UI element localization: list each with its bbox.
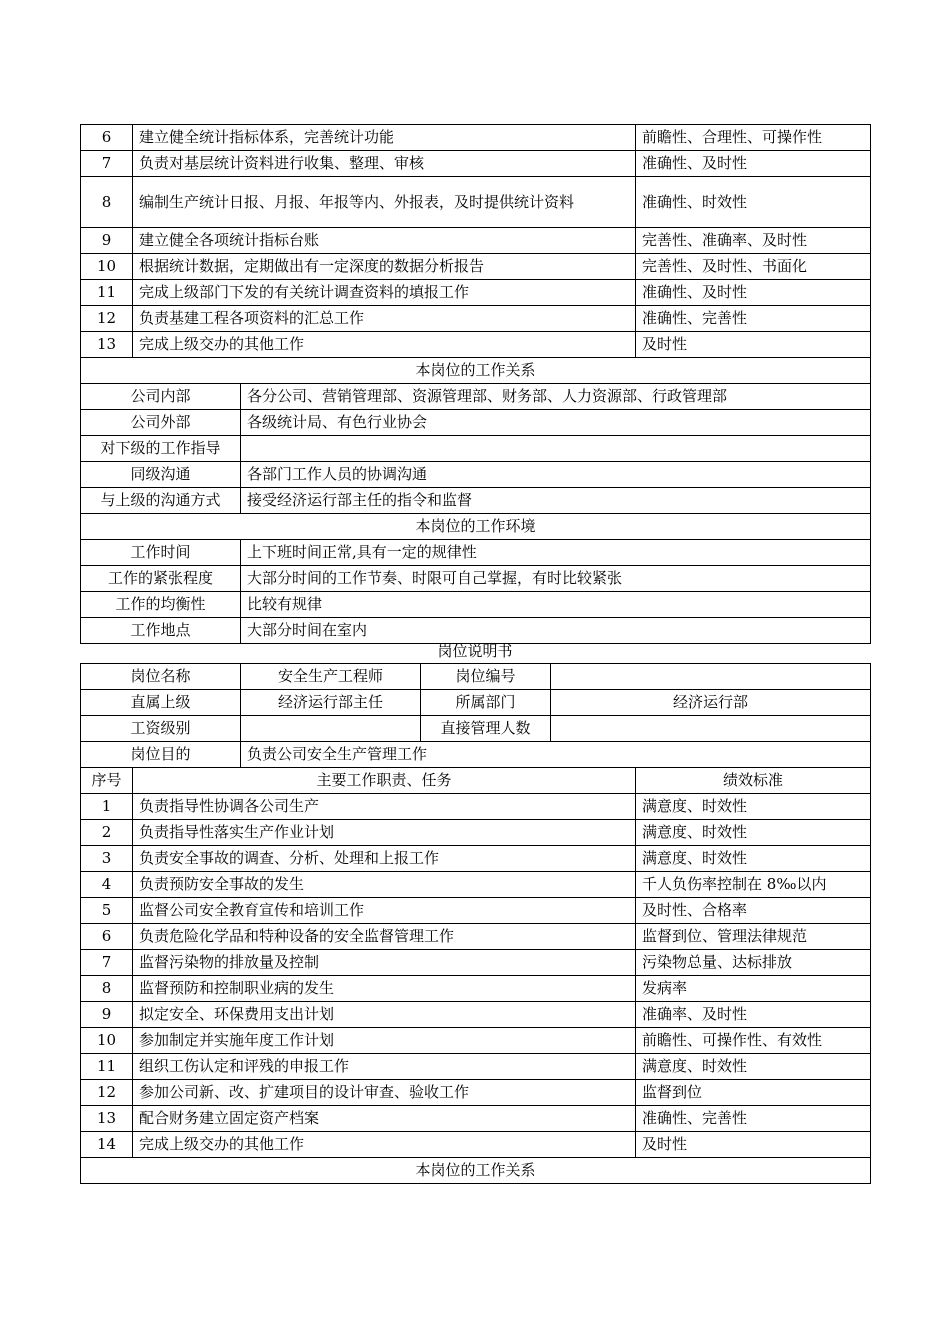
table-row (81, 794, 871, 820)
job-table-safety-engineer (80, 663, 871, 1184)
duty-number: 12 (81, 1080, 133, 1106)
relations-section-title: 本岗位的工作关系 (81, 358, 871, 384)
info-row (81, 716, 871, 742)
column-header-task: 主要工作职责、任务 (133, 768, 636, 794)
duty-task: 负责对基层统计资料进行收集、整理、审核 (133, 151, 636, 177)
table-row (81, 228, 871, 254)
duty-task: 完成上级交办的其他工作 (133, 1132, 636, 1158)
section-header-row (81, 1158, 871, 1184)
table-row (81, 950, 871, 976)
duty-standard: 千人负伤率控制在 8‰以内 (636, 872, 871, 898)
duty-standard: 准确性、及时性 (636, 151, 871, 177)
relation-row (81, 436, 871, 462)
job-table-statistics (80, 124, 871, 644)
table-row (81, 125, 871, 151)
table-row (81, 976, 871, 1002)
table-row (81, 1106, 871, 1132)
duty-number: 10 (81, 254, 133, 280)
relation-row (81, 462, 871, 488)
table-row (81, 306, 871, 332)
relation-label: 公司内部 (81, 384, 241, 410)
table-row (81, 846, 871, 872)
relation-label: 同级沟通 (81, 462, 241, 488)
table-row (81, 177, 871, 228)
duty-number: 12 (81, 306, 133, 332)
duty-task: 负责指导性落实生产作业计划 (133, 820, 636, 846)
column-header-standard: 绩效标准 (636, 768, 871, 794)
table-row (81, 280, 871, 306)
managed-count-label: 直接管理人数 (421, 716, 551, 742)
relation-value: 各分公司、营销管理部、资源管理部、财务部、人力资源部、行政管理部 (241, 384, 871, 410)
purpose-value: 负责公司安全生产管理工作 (241, 742, 871, 768)
environment-row (81, 566, 871, 592)
duty-task: 完成上级交办的其他工作 (133, 332, 636, 358)
environment-value: 比较有规律 (241, 592, 871, 618)
dept-label: 所属部门 (421, 690, 551, 716)
duty-number: 10 (81, 1028, 133, 1054)
duty-task: 监督公司安全教育宣传和培训工作 (133, 898, 636, 924)
duty-standard: 前瞻性、合理性、可操作性 (636, 125, 871, 151)
duty-number: 9 (81, 1002, 133, 1028)
environment-label: 工作地点 (81, 618, 241, 644)
table-row (81, 1054, 871, 1080)
relation-row (81, 384, 871, 410)
duty-standard: 及时性 (636, 332, 871, 358)
relation-label: 公司外部 (81, 410, 241, 436)
duty-task: 负责预防安全事故的发生 (133, 872, 636, 898)
table-row (81, 151, 871, 177)
duty-number: 4 (81, 872, 133, 898)
duty-standard: 准确性、完善性 (636, 1106, 871, 1132)
post-code-value (551, 664, 871, 690)
duty-task: 监督预防和控制职业病的发生 (133, 976, 636, 1002)
table-row (81, 1080, 871, 1106)
document-title: 岗位说明书 (437, 642, 513, 660)
environment-row (81, 540, 871, 566)
duty-number: 1 (81, 794, 133, 820)
duty-task: 配合财务建立固定资产档案 (133, 1106, 636, 1132)
duty-task: 编制生产统计日报、月报、年报等内、外报表，及时提供统计资料 (133, 177, 636, 228)
duty-task: 负责指导性协调各公司生产 (133, 794, 636, 820)
table-row (81, 820, 871, 846)
duty-standard: 完善性、及时性、书面化 (636, 254, 871, 280)
duty-task: 参加制定并实施年度工作计划 (133, 1028, 636, 1054)
superior-label: 直属上级 (81, 690, 241, 716)
environment-row (81, 592, 871, 618)
duty-number: 11 (81, 280, 133, 306)
table-row (81, 924, 871, 950)
duty-number: 8 (81, 177, 133, 228)
table-row (81, 254, 871, 280)
post-code-label: 岗位编号 (421, 664, 551, 690)
duty-number: 6 (81, 125, 133, 151)
relation-value: 各部门工作人员的协调沟通 (241, 462, 871, 488)
managed-count-value (551, 716, 871, 742)
environment-value: 大部分时间在室内 (241, 618, 871, 644)
superior-value: 经济运行部主任 (241, 690, 421, 716)
relation-row (81, 488, 871, 514)
duty-number: 7 (81, 151, 133, 177)
relation-row (81, 410, 871, 436)
salary-label: 工资级别 (81, 716, 241, 742)
duty-standard: 满意度、时效性 (636, 820, 871, 846)
duty-standard: 及时性、合格率 (636, 898, 871, 924)
environment-label: 工作的均衡性 (81, 592, 241, 618)
environment-label: 工作时间 (81, 540, 241, 566)
duty-task: 根据统计数据，定期做出有一定深度的数据分析报告 (133, 254, 636, 280)
duty-task: 建立健全各项统计指标台账 (133, 228, 636, 254)
duty-number: 13 (81, 332, 133, 358)
duty-standard: 前瞻性、可操作性、有效性 (636, 1028, 871, 1054)
relation-value (241, 436, 871, 462)
table-row (81, 1002, 871, 1028)
duty-standard: 污染物总量、达标排放 (636, 950, 871, 976)
duty-standard: 监督到位 (636, 1080, 871, 1106)
duty-task: 完成上级部门下发的有关统计调查资料的填报工作 (133, 280, 636, 306)
dept-value: 经济运行部 (551, 690, 871, 716)
duty-task: 建立健全统计指标体系，完善统计功能 (133, 125, 636, 151)
table-row (81, 1132, 871, 1158)
relation-value: 接受经济运行部主任的指令和监督 (241, 488, 871, 514)
duty-standard: 发病率 (636, 976, 871, 1002)
duty-task: 监督污染物的排放量及控制 (133, 950, 636, 976)
info-row (81, 742, 871, 768)
duty-task: 负责安全事故的调查、分析、处理和上报工作 (133, 846, 636, 872)
duty-number: 3 (81, 846, 133, 872)
duty-number: 8 (81, 976, 133, 1002)
relations-section-title: 本岗位的工作关系 (81, 1158, 871, 1184)
duty-standard: 满意度、时效性 (636, 846, 871, 872)
duty-number: 14 (81, 1132, 133, 1158)
salary-value (241, 716, 421, 742)
duty-task: 组织工伤认定和评残的申报工作 (133, 1054, 636, 1080)
duty-standard: 准确性、及时性 (636, 280, 871, 306)
duty-standard: 准确率、及时性 (636, 1002, 871, 1028)
environment-section-title: 本岗位的工作环境 (81, 514, 871, 540)
environment-label: 工作的紧张程度 (81, 566, 241, 592)
duty-task: 负责危险化学品和特种设备的安全监督管理工作 (133, 924, 636, 950)
environment-value: 上下班时间正常,具有一定的规律性 (241, 540, 871, 566)
duty-standard: 及时性 (636, 1132, 871, 1158)
duty-standard: 准确性、完善性 (636, 306, 871, 332)
column-header-no: 序号 (81, 768, 133, 794)
table-row (81, 898, 871, 924)
duty-number: 5 (81, 898, 133, 924)
relation-label: 与上级的沟通方式 (81, 488, 241, 514)
environment-value: 大部分时间的工作节奏、时限可自己掌握，有时比较紧张 (241, 566, 871, 592)
duty-task: 参加公司新、改、扩建项目的设计审查、验收工作 (133, 1080, 636, 1106)
table-row (81, 332, 871, 358)
info-row (81, 690, 871, 716)
duty-number: 2 (81, 820, 133, 846)
header-row (81, 768, 871, 794)
post-name-value: 安全生产工程师 (241, 664, 421, 690)
table-row (81, 1028, 871, 1054)
duty-task: 拟定安全、环保费用支出计划 (133, 1002, 636, 1028)
duty-number: 6 (81, 924, 133, 950)
duty-task: 负责基建工程各项资料的汇总工作 (133, 306, 636, 332)
section-header-row (81, 358, 871, 384)
table-row (81, 872, 871, 898)
duty-number: 11 (81, 1054, 133, 1080)
duty-standard: 满意度、时效性 (636, 1054, 871, 1080)
duty-standard: 满意度、时效性 (636, 794, 871, 820)
info-row (81, 664, 871, 690)
duty-number: 9 (81, 228, 133, 254)
duty-standard: 完善性、准确率、及时性 (636, 228, 871, 254)
duty-standard: 准确性、时效性 (636, 177, 871, 228)
duty-standard: 监督到位、管理法律规范 (636, 924, 871, 950)
relation-label: 对下级的工作指导 (81, 436, 241, 462)
duty-number: 13 (81, 1106, 133, 1132)
section-header-row (81, 514, 871, 540)
relation-value: 各级统计局、有色行业协会 (241, 410, 871, 436)
duty-number: 7 (81, 950, 133, 976)
post-name-label: 岗位名称 (81, 664, 241, 690)
purpose-label: 岗位目的 (81, 742, 241, 768)
